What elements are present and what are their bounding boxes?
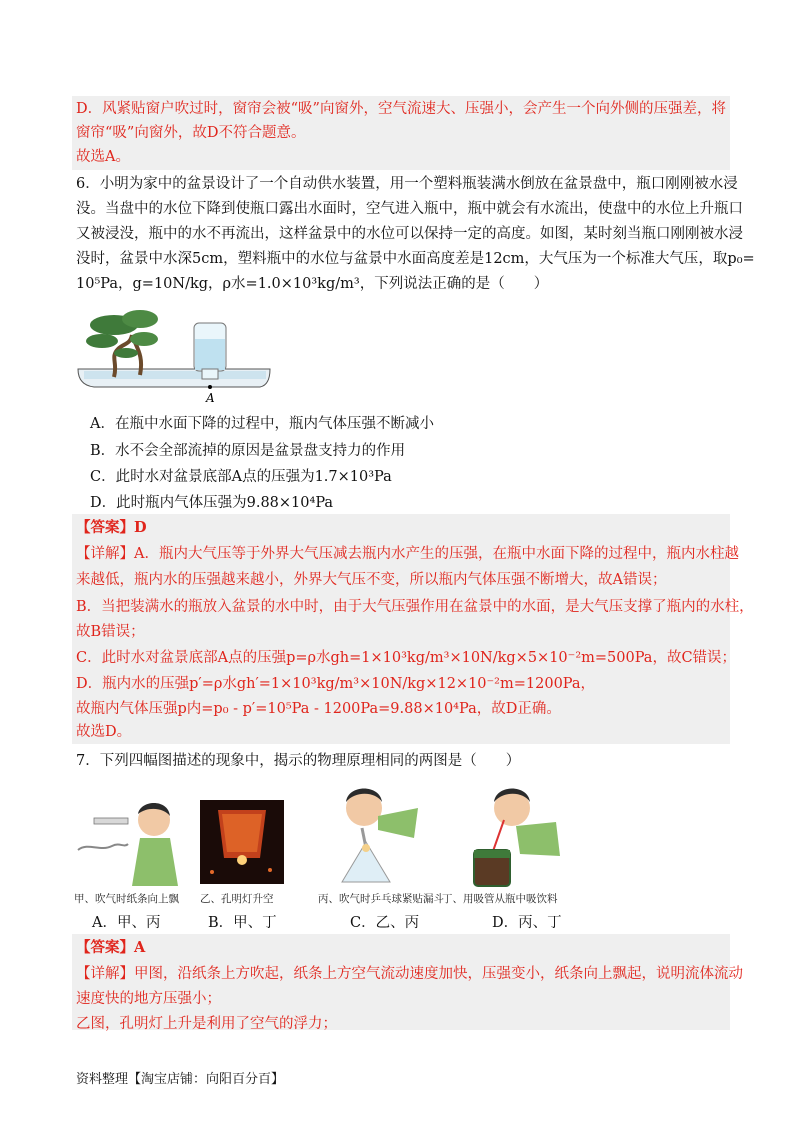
question-6-line: 6．小明为家中的盆景设计了一个自动供水装置，用一个塑料瓶装满水倒放在盆景盘中，瓶口刚刚被水浸: [76, 176, 738, 192]
caption-yi: 乙、孔明灯升空: [200, 893, 274, 905]
question-7-stem: 7．下列四幅图描述的现象中，揭示的物理原理相同的两图是（ ）: [76, 753, 521, 769]
question-6-line: 10⁵Pa，g=10N/kg，ρ水=1.0×10³kg/m³，下列说法正确的是（ ）: [76, 276, 549, 292]
explanation-line: 【详解】A．瓶内大气压等于外界大气压减去瓶内水产生的压强，在瓶中水面下降的过程中，瓶内水柱越: [76, 546, 739, 562]
option-d: D．此时瓶内气体压强为9.88×10⁴Pa: [90, 495, 334, 511]
text-line: D．风紧贴窗户吹过时，窗帘会被“吸”向窗外，空气流速大、压强小，会产生一个向外侧的压强差，将: [76, 101, 726, 117]
answer-label: 【答案】A: [76, 939, 146, 956]
figure-bing-funnel-pingpong: [318, 778, 428, 888]
question-6-line: 没。当盘中的水位下降到使瓶口露出水面时，空气进入瓶中，瓶中就会有水流出，使盘中的水位上升瓶口: [76, 201, 743, 217]
q7-option-b: B．甲、丁: [208, 915, 277, 931]
figure-ding-straw-drink: [464, 780, 564, 888]
question-6-line: 没时，盆景中水深5cm，塑料瓶中的水位与盆景中水面高度差是12cm，大气压为一个标准大气压，取p₀=: [76, 251, 755, 267]
explanation-line: D．瓶内水的压强p′=ρ水gh′=1×10³kg/m³×10N/kg×12×10⁻²m=1200Pa，: [76, 676, 596, 692]
q7-option-d: D．丙、丁: [492, 915, 562, 931]
q7-option-c: C．乙、丙: [350, 915, 420, 931]
explanation-line: 速度快的地方压强小；: [76, 991, 221, 1007]
bonsai-water-bottle-figure: [74, 305, 274, 405]
option-b: B．水不会全部流掉的原因是盆景盘支持力的作用: [90, 443, 406, 459]
text-line: 故选A。: [76, 149, 130, 165]
explanation-line: 【详解】甲图，沿纸条上方吹起，纸条上方空气流动速度加快，压强变小，纸条向上飘起，说明流体流动: [76, 966, 743, 982]
text-line: 窗帘“吸”向窗外，故D不符合题意。: [76, 125, 306, 141]
point-a-label: A: [206, 391, 215, 405]
explanation-line: 故选D。: [76, 724, 132, 740]
figure-jia-blowing-paper: [74, 790, 184, 886]
option-c: C．此时水对盆景底部A点的压强为1.7×10³Pa: [90, 469, 392, 485]
explanation-line: 故瓶内气体压强p内=p₀ - p′=10⁵Pa - 1200Pa=9.88×10⁴Pa，故D正确。: [76, 701, 561, 717]
page-footer: 资料整理【淘宝店铺：向阳百分百】: [76, 1072, 285, 1087]
caption-bing: 丙、吹气时乒乓球紧贴漏斗: [318, 893, 444, 905]
explanation-line: 来越低，瓶内水的压强越来越小，外界大气压不变，所以瓶内气体压强不断增大，故A错误；: [76, 572, 667, 588]
caption-ding: 丁、用吸管从瓶中吸饮料: [442, 893, 558, 905]
option-a: A．在瓶中水面下降的过程中，瓶内气体压强不断减小: [90, 416, 434, 432]
question-6-line: 又被浸没，瓶中的水不再流出，这样盆景中的水位可以保持一定的高度。如图，某时刻当瓶口刚刚被水浸: [76, 226, 743, 242]
figure-yi-sky-lantern: [200, 800, 284, 884]
caption-jia: 甲、吹气时纸条向上飘: [74, 893, 179, 905]
explanation-line: C．此时水对盆景底部A点的压强p=ρ水gh=1×10³kg/m³×10N/kg×5×10⁻²m=500Pa，故C错误；: [76, 650, 737, 666]
answer-label: 【答案】D: [76, 519, 147, 536]
explanation-line: B．当把装满水的瓶放入盆景的水中时，由于大气压强作用在盆景中的水面，是大气压支撑了瓶内的水柱，: [76, 599, 754, 615]
explanation-line: 乙图，孔明灯上升是利用了空气的浮力；: [76, 1016, 337, 1032]
q7-option-a: A．甲、丙: [92, 915, 161, 931]
explanation-line: 故B错误；: [76, 624, 145, 640]
